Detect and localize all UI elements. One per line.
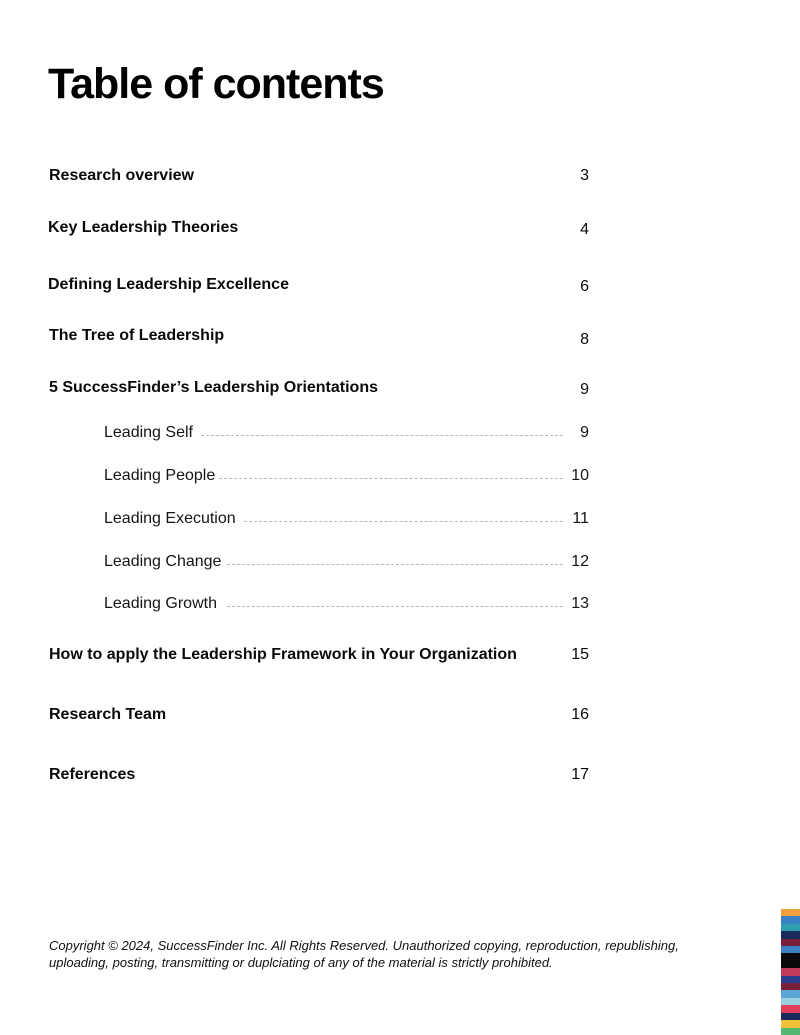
toc-page-number: 4 (580, 221, 589, 238)
toc-entry-title: Research overview (49, 167, 194, 184)
toc-entry-title: Leading Change (104, 553, 222, 570)
brand-color-segment (781, 961, 800, 968)
toc-subentry-leading-self[interactable] (104, 421, 589, 445)
brand-color-segment (781, 983, 800, 990)
toc-dotted-leader (227, 564, 563, 565)
toc-entry-title: Defining Leadership Excellence (48, 276, 289, 293)
toc-dotted-leader (244, 521, 563, 522)
toc-entry-apply-framework[interactable] (49, 643, 589, 667)
brand-color-segment (781, 924, 800, 931)
toc-dotted-leader (219, 478, 563, 479)
copyright-notice: Copyright © 2024, SuccessFinder Inc. All Rights Reserved. Unauthorized copying, reproduction, republishing, uploading, posting, transmitting or duplciating of any of the material is strictly prohibited. (49, 938, 679, 970)
toc-page-number: 15 (571, 646, 589, 663)
toc-entry-references[interactable] (49, 763, 589, 787)
toc-entry-title: Leading People (104, 467, 216, 484)
toc-entry-key-leadership-theories[interactable] (48, 216, 589, 240)
brand-color-segment (781, 939, 800, 946)
toc-entry-title: References (49, 766, 136, 783)
brand-color-segment (781, 998, 800, 1005)
toc-dotted-leader (201, 435, 563, 436)
toc-entry-leadership-orientations[interactable] (49, 376, 589, 400)
toc-entry-defining-leadership-excellence[interactable] (48, 273, 589, 297)
brand-color-segment (781, 976, 800, 983)
brand-color-segment (781, 916, 800, 923)
brand-color-segment (781, 909, 800, 916)
toc-page-number: 9 (580, 424, 589, 441)
toc-entry-tree-of-leadership[interactable] (49, 324, 589, 348)
brand-color-segment (781, 953, 800, 960)
toc-entry-research-team[interactable] (49, 703, 589, 727)
toc-entry-title: Leading Self (104, 424, 193, 441)
toc-entry-title: How to apply the Leadership Framework in Your Organization (49, 646, 517, 663)
toc-entry-title: 5 SuccessFinder’s Leadership Orientations (49, 379, 378, 396)
toc-page-number: 6 (580, 278, 589, 295)
brand-color-segment (781, 931, 800, 938)
toc-subentry-leading-people[interactable] (104, 464, 589, 488)
toc-page-number: 11 (572, 510, 589, 527)
toc-page-number: 16 (571, 706, 589, 723)
brand-color-strip (781, 909, 800, 1035)
toc-entry-title: Leading Growth (104, 595, 217, 612)
brand-color-segment (781, 968, 800, 975)
toc-entry-title: Research Team (49, 706, 167, 723)
brand-color-segment (781, 1020, 800, 1027)
toc-page-number: 3 (580, 167, 589, 184)
toc-subentry-leading-growth[interactable] (104, 592, 589, 616)
brand-color-segment (781, 1028, 800, 1035)
toc-entry-title: The Tree of Leadership (49, 327, 225, 344)
page-title: Table of contents (48, 60, 384, 108)
toc-subentry-leading-change[interactable] (104, 550, 589, 574)
toc-page-number: 17 (571, 766, 589, 783)
toc-entry-title: Key Leadership Theories (48, 219, 239, 236)
toc-page-number: 9 (580, 381, 589, 398)
toc-page-number: 13 (571, 595, 589, 612)
toc-entry-title: Leading Execution (104, 510, 236, 527)
brand-color-segment (781, 990, 800, 997)
brand-color-segment (781, 1005, 800, 1012)
toc-page-number: 8 (580, 331, 589, 348)
toc-page-number: 12 (571, 553, 589, 570)
toc-dotted-leader (227, 606, 563, 607)
toc-subentry-leading-execution[interactable] (104, 507, 589, 531)
toc-entry-research-overview[interactable] (49, 164, 589, 188)
brand-color-segment (781, 1013, 800, 1020)
toc-page-number: 10 (571, 467, 589, 484)
brand-color-segment (781, 946, 800, 953)
